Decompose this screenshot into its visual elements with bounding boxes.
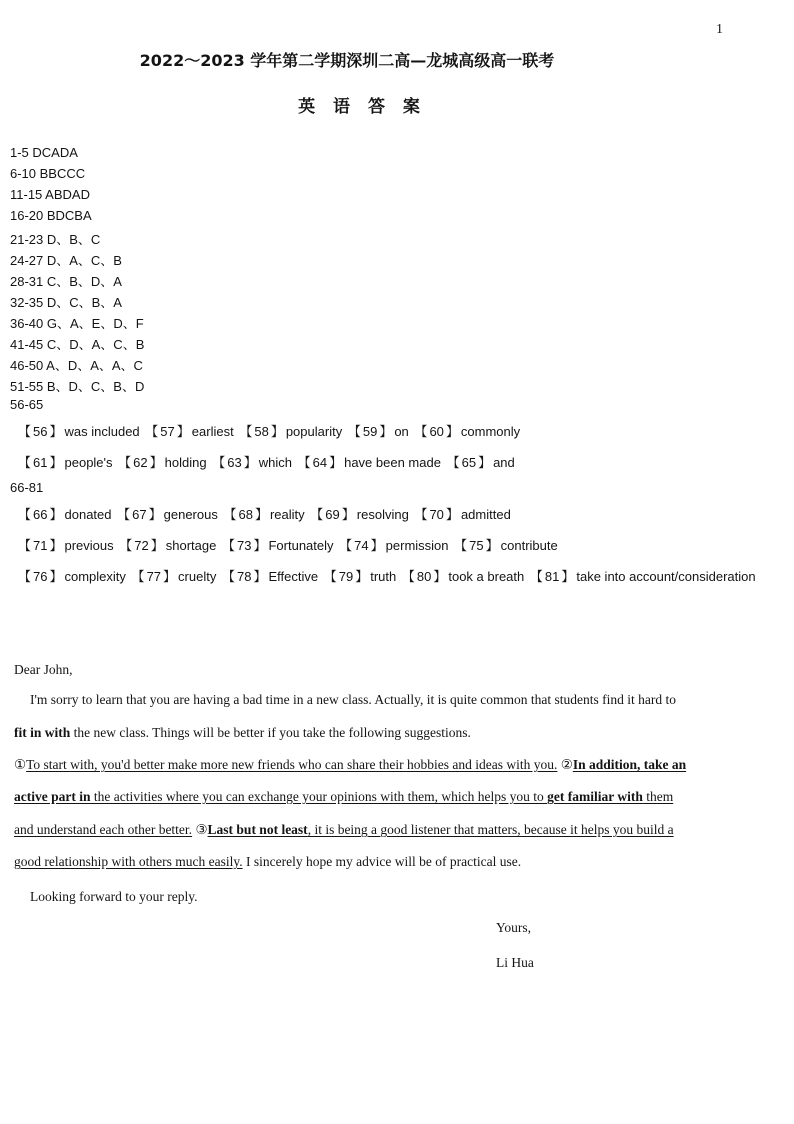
- exam-title: 2022～2023 学年第二学期深圳二高—龙城高级高一联考: [139, 51, 555, 70]
- fill-item: 【 80 】 took a breath: [401, 569, 525, 584]
- mc-answer-row: 32-35 D、C、B、A: [10, 295, 122, 310]
- fill-item: 【 68 】 reality: [223, 507, 305, 522]
- letter-line: and understand each other better. ③Last but not least, it is being a good listener that matters, because it helps you build a: [14, 822, 674, 837]
- mc-answer-row: 36-40 G、A、E、D、F: [10, 316, 144, 331]
- fill-row-61-65: [16, 452, 515, 471]
- mc-answer-row: 28-31 C、B、D、A: [10, 274, 122, 289]
- fill-item: 【 57 】 earliest: [145, 424, 234, 439]
- fill-item: 【 61 】 people's: [18, 455, 113, 470]
- fill-item: 【 69 】 resolving: [310, 507, 409, 522]
- letter-line: Looking forward to your reply.: [30, 889, 198, 904]
- fill-item: 【 62 】 holding: [118, 455, 207, 470]
- fill-row-71-75: [16, 535, 558, 554]
- fill-item: 【 74 】 permission: [339, 538, 449, 553]
- fill-item: 【 63 】 which: [212, 455, 292, 470]
- fill-item: 【 65 】 and: [446, 455, 515, 470]
- mc-answer-row: 16-20 BDCBA: [10, 208, 92, 223]
- fill-row-56-60: [16, 421, 520, 440]
- fill-item: 【 67 】 generous: [117, 507, 218, 522]
- page-number-mark: 1: [716, 22, 723, 37]
- mc-answer-row: 51-55 B、D、C、B、D: [10, 379, 145, 394]
- fill-item: 【 59 】 on: [347, 424, 409, 439]
- fill-item: 【 70 】 admitted: [414, 507, 511, 522]
- mc-answer-row: 24-27 D、A、C、B: [10, 253, 122, 268]
- letter-line: active part in the activities where you can exchange your opinions with them, which helps you to get familiar with them: [14, 789, 674, 804]
- fill-item: 【 64 】 have been made: [297, 455, 441, 470]
- fill-item: 【 76 】 complexity: [18, 569, 126, 584]
- fill-item: 【 66 】 donated: [18, 507, 112, 522]
- mc-answer-row: 6-10 BBCCC: [10, 166, 86, 181]
- letter-line: good relationship with others much easily. I sincerely hope my advice will be of practical use.: [14, 854, 522, 869]
- fill-item: 【 79 】 truth: [323, 569, 397, 584]
- fill-item: 【 75 】 contribute: [454, 538, 558, 553]
- fill-item: 【 81 】 take into account/consideration: [529, 569, 756, 584]
- mc-answer-row: 41-45 C、D、A、C、B: [10, 337, 145, 352]
- fill-item: 【 77 】 cruelty: [131, 569, 217, 584]
- fill-item: 【 78 】 Effective: [221, 569, 319, 584]
- mc-answer-row: 1-5 DCADA: [10, 145, 78, 160]
- letter-greeting: Dear John,: [14, 662, 73, 677]
- fill-item: 【 71 】 previous: [18, 538, 114, 553]
- section-label-66-81: 66-81: [10, 480, 44, 495]
- mc-answer-row: 21-23 D、B、C: [10, 232, 101, 247]
- fill-row-76-81: [16, 566, 756, 585]
- letter-line: fit in with the new class. Things will be better if you take the following suggestions.: [14, 725, 471, 740]
- letter-closing: Yours,: [496, 920, 532, 935]
- subject-title: 英 语 答 案: [298, 97, 426, 117]
- section-label-56-65: 56-65: [10, 397, 44, 412]
- letter-line: I'm sorry to learn that you are having a bad time in a new class. Actually, it is quite common that students find it hard to: [30, 692, 677, 707]
- letter-line: ①To start with, you'd better make more new friends who can share their hobbies and ideas with you. ②In addition, take an: [14, 757, 687, 772]
- fill-item: 【 58 】 popularity: [239, 424, 343, 439]
- fill-item: 【 72 】 shortage: [119, 538, 217, 553]
- letter-signature: Li Hua: [496, 955, 534, 970]
- fill-item: 【 60 】 commonly: [414, 424, 521, 439]
- fill-row-66-70: [16, 504, 511, 523]
- mc-answer-row: 46-50 A、D、A、A、C: [10, 358, 143, 373]
- fill-item: 【 73 】 Fortunately: [221, 538, 334, 553]
- fill-item: 【 56 】 was included: [18, 424, 140, 439]
- mc-answer-row: 11-15 ABDAD: [10, 187, 90, 202]
